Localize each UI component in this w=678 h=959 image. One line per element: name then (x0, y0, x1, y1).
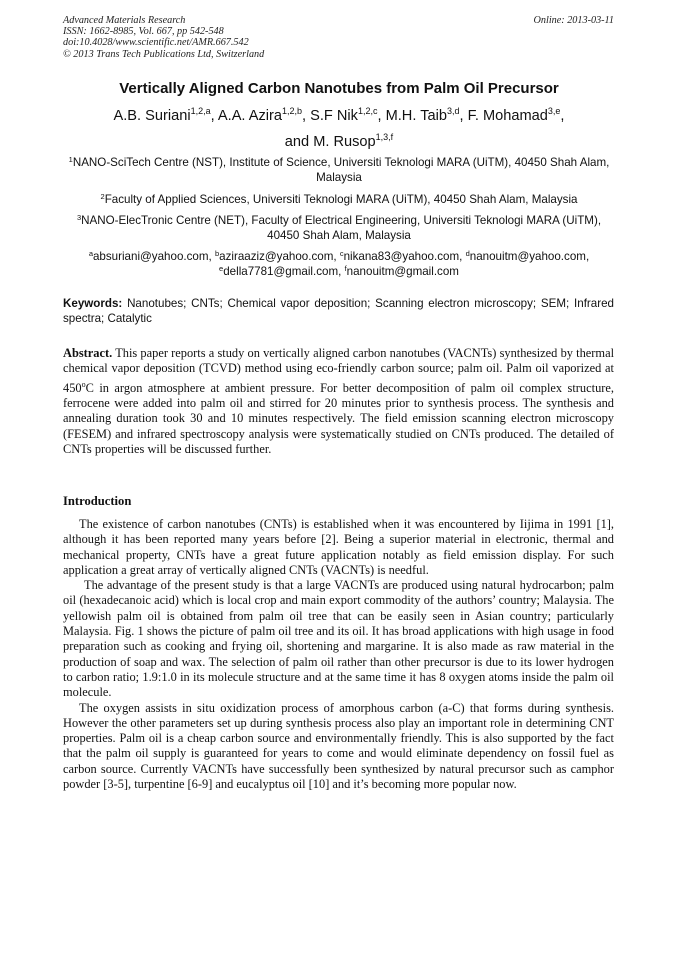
email[interactable]: $^d$nanouitm@yahoo.com (465, 249, 586, 263)
journal-name: Advanced Materials Research (63, 15, 186, 26)
issn: ISSN: 1662-8985, Vol. 667, pp 542-548 (63, 26, 224, 38)
abstract-label: Abstract. (63, 346, 113, 360)
email-list: $^a$absuriani@yahoo.com, $^b$aziraaziz@yahoo.com, $^c$nikana83@yahoo.com, $^d$nanouitm@yahoo.com, $^e$della7781@gmail.com, $^f$nanouitm@gmail.com (88, 249, 590, 278)
author: M.H. Taib$^{3,d}$ (385, 106, 460, 124)
email[interactable]: $^b$aziraaziz@yahoo.com (214, 249, 334, 263)
degree-symbol: o (81, 379, 86, 389)
abstract-text-cont: C in argon atmosphere at ambient pressure. For better decomposition of palm oil complex structure, ferrocene were added into palm oil and stirred for 20 minutes prior to synthesis process. The synthesis and annealing duration took 30 and 10 minutes respectively. The field emission scanning electron microscopy (FESEM) and infrared spectroscopy analysis were systematically studied on CNTs produced. The detailed of CNTs properties will be discussed further. (63, 380, 614, 456)
email[interactable]: $^a$absuriani@yahoo.com (88, 249, 209, 263)
email[interactable]: $^c$nikana83@yahoo.com (339, 249, 460, 263)
copyright: © 2013 Trans Tech Publications Ltd, Switzerland (63, 48, 265, 60)
affiliation-3: $^3$NANO-ElecTronic Centre (NET), Faculty of Electrical Engineering, Universiti Teknologi MARA (UiTM), 40450 Shah Alam, Malaysia (76, 213, 602, 242)
journal-header (63, 15, 264, 60)
email[interactable]: $^f$nanouitm@gmail.com (344, 264, 459, 278)
online-date (534, 15, 614, 26)
paragraph: The existence of carbon nanotubes (CNTs) is established when it was encountered by Iijima in 1991 [1], although it has been reported many years before [2]. Being a superior material in electronic, thermal and mechanical property, CNTs have a great future application notably as field emission display. For such application a great array of vertically aligned CNTs (VACNTs) is needful. (63, 517, 614, 577)
email[interactable]: $^e$della7781@gmail.com (219, 264, 339, 278)
section-heading-introduction: Introduction (63, 494, 132, 508)
paragraph: The oxygen assists in situ oxidization process of amorphous carbon (a-C) that forms during synthesis. However the other parameters set up during synthesis process also play an important role in determining CNT properties. Palm oil is a cheap carbon source and environmentally friendly. This is also supported by the fact that the palm oil supply is guaranteed for years to come and would eliminate dependency on fossil fuel as carbon source. Currently VACNTs have successfully been synthesized by natural precursor such as camphor powder [3-5], turpentine [6-9] and eucalyptus oil [10] and it’s becoming more popular now. (63, 700, 614, 792)
abstract (63, 346, 614, 457)
keywords (63, 296, 614, 326)
keywords-text: Nanotubes; CNTs; Chemical vapor deposition; Scanning electron microscopy; SEM; Infrared spectra; Catalytic (63, 297, 614, 325)
introduction-body (63, 517, 614, 792)
author: F. Mohamad$^{3,e}$ (467, 106, 561, 124)
author-list: A.B. Suriani$^{1,2,a}$, A.A. Azira$^{1,2,b}$, S.F Nik$^{1,2,c}$, M.H. Taib$^{3,d}$, F. Mohamad$^{3,e}$, and M. Rusop$^{1,3,f}$ (113, 106, 565, 150)
author-and: and (284, 134, 310, 150)
paper-title: Vertically Aligned Carbon Nanotubes from Palm Oil Precursor (119, 80, 559, 97)
author: S.F Nik$^{1,2,c}$ (310, 106, 378, 124)
affiliation-2: $^2$Faculty of Applied Sciences, Universiti Teknologi MARA (UiTM), 40450 Shah Alam, Malaysia (100, 192, 578, 206)
keywords-label: Keywords: (63, 297, 123, 310)
paragraph: The advantage of the present study is that a large VACNTs are produced using natural hydrocarbon; palm oil (hexadecanoic acid) which is local crop and main export commodity of the authors’ country; Malaysia. The yellowish palm oil is obtained from palm oil tree that can be easily seen in Asian country; particularly Malaysia. Fig. 1 shows the picture of palm oil tree and its oil. It has broad applications with high usage in food preparation such as cooking and frying oil, shortening and margarine. It is also made as raw material in the production of soap and wax. The selection of palm oil rather than other precursor is due to its lower hydrogen to carbon ratio; 1.9:1.0 in its molecule structure and at the same time it has 8 oxygen atoms inside the palm oil molecule. (63, 578, 614, 700)
author: M. Rusop$^{1,3,f}$ (313, 132, 394, 150)
abstract-text: This paper reports a study on vertically aligned carbon nanotubes (VACNTs) synthesized by thermal chemical vapor deposition (TCVD) method using eco-friendly carbon source; palm oil. Palm oil vaporized at 450 (63, 346, 615, 395)
author: A.B. Suriani$^{1,2,a}$ (113, 106, 211, 124)
doi: doi:10.4028/www.scientific.net/AMR.667.542 (63, 37, 249, 49)
author: A.A. Azira$^{1,2,b}$ (217, 106, 303, 124)
online-date-text: Online: 2013-03-11 (533, 15, 614, 26)
affiliation-1: $^1$NANO-SciTech Centre (NST), Institute of Science, Universiti Teknologi MARA (UiTM), 40450 Shah Alam, Malaysia (68, 155, 610, 184)
